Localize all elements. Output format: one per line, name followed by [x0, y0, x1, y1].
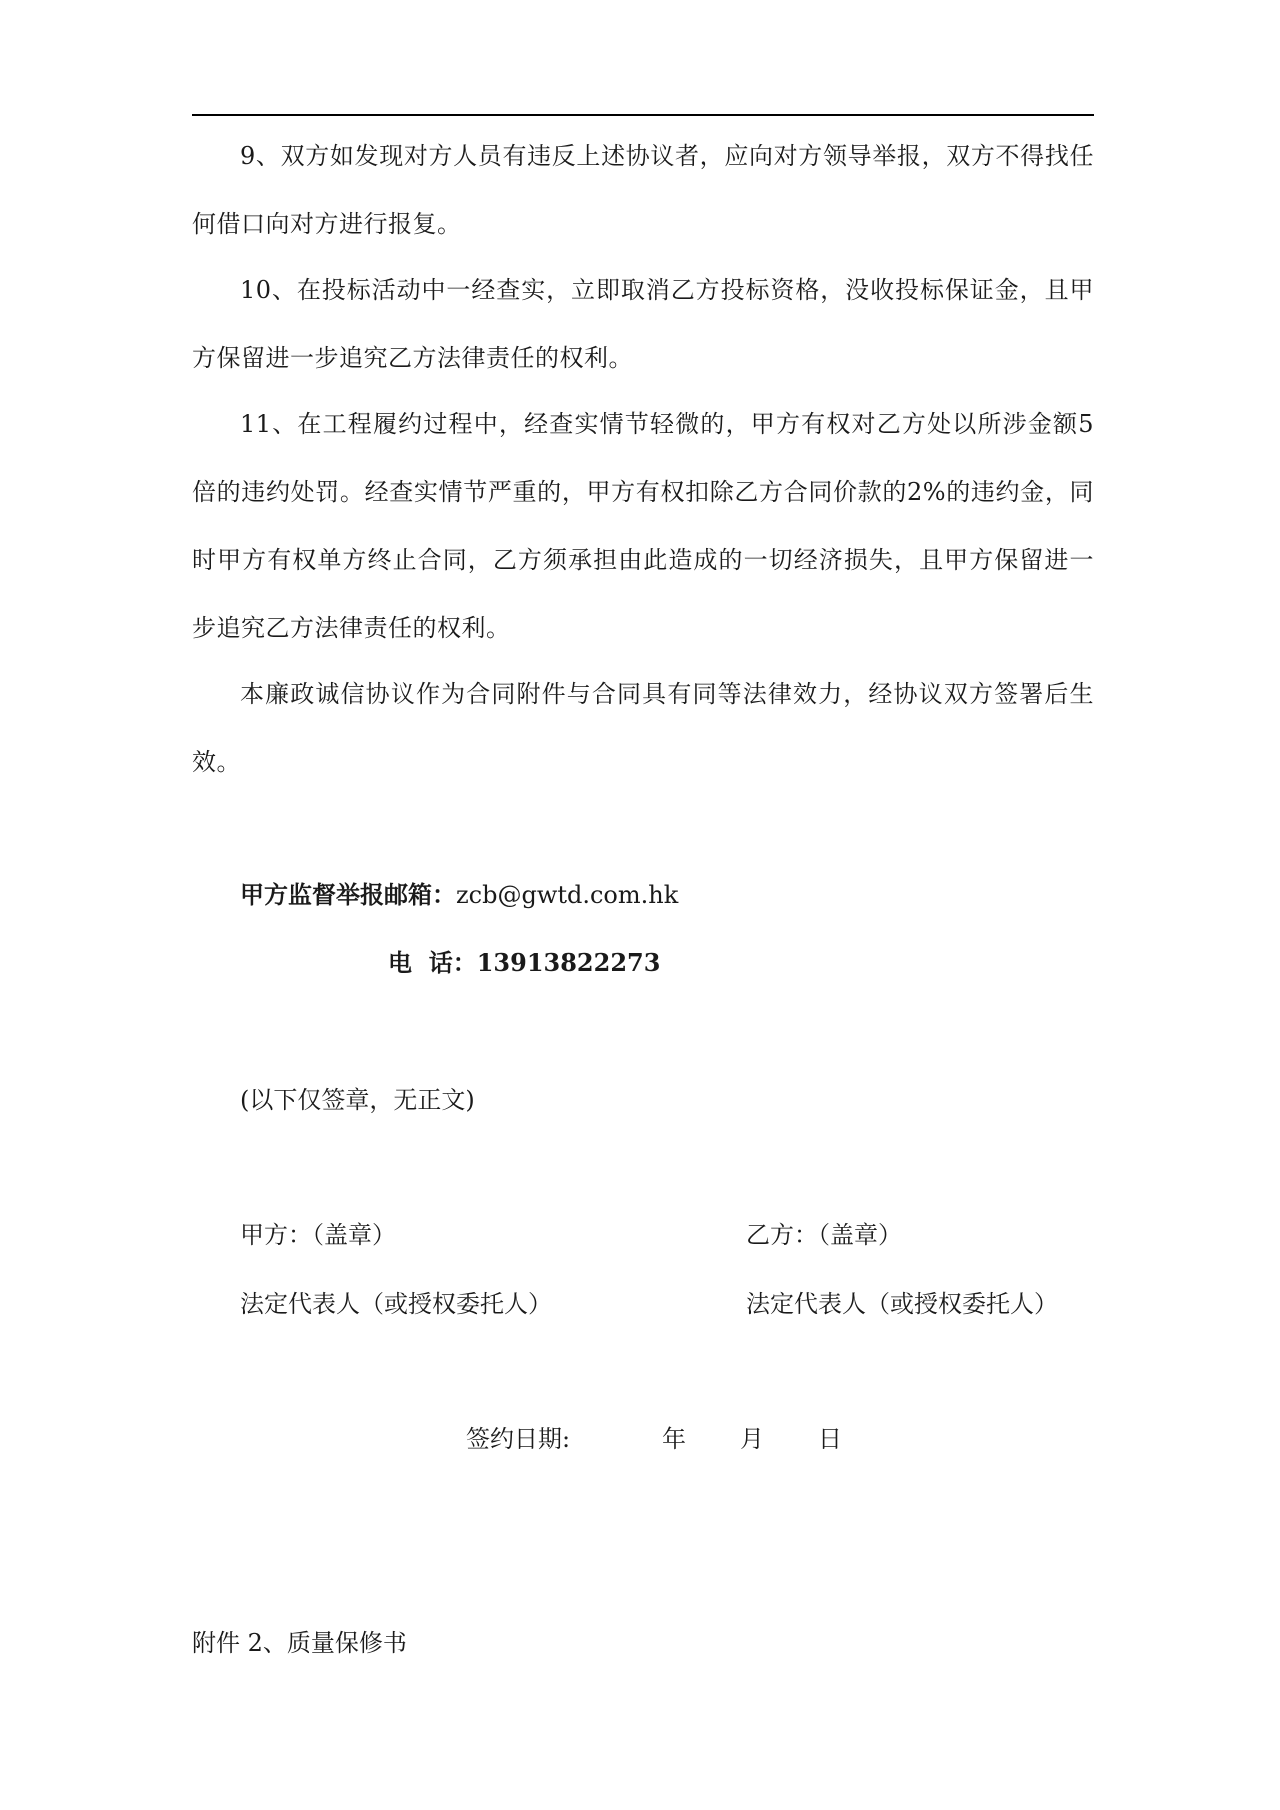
attachment-title: 附件 2、质量保修书 — [192, 1629, 407, 1657]
party-a-representative: 法定代表人（或授权委托人） — [240, 1290, 552, 1318]
party-b-representative: 法定代表人（或授权委托人） — [746, 1290, 1058, 1318]
clause-11: 11、在工程履约过程中，经查实情节轻微的，甲方有权对乙方处以所涉金额5倍的违约处罚。经查实情节严重的，甲方有权扣除乙方合同价款的2%的违约金，同时甲方有权单方终止合同，乙方须承担由此造成的一切经济损失，且甲方保留进一步追究乙方法律责任的权利。 — [192, 410, 1094, 642]
seal-note: (以下仅签章，无正文) — [240, 1086, 475, 1114]
phone-line — [388, 946, 660, 980]
header-rule — [192, 114, 1094, 116]
party-b-seal: 乙方：（盖章） — [746, 1221, 902, 1249]
phone-label: 电 话： — [388, 948, 477, 977]
sign-date-label: 签约日期: — [466, 1425, 571, 1453]
closing-statement: 本廉政诚信协议作为合同附件与合同具有同等法律效力，经协议双方签署后生效。 — [192, 680, 1094, 776]
clause-10: 10、在投标活动中一经查实，立即取消乙方投标资格，没收投标保证金，且甲方保留进一步追究乙方法律责任的权利。 — [192, 276, 1094, 372]
sign-date-month: 月 — [740, 1425, 764, 1453]
report-email[interactable]: zcb@gwtd.com.hk — [456, 881, 679, 909]
clause-9: 9、双方如发现对方人员有违反上述协议者，应向对方领导举报，双方不得找任何借口向对方进行报复。 — [192, 142, 1094, 238]
sign-date-year: 年 — [662, 1425, 686, 1453]
sign-date-day: 日 — [818, 1425, 842, 1453]
phone-number: 13913822273 — [476, 948, 661, 977]
email-label: 甲方监督举报邮箱： — [240, 880, 456, 909]
party-a-seal: 甲方：（盖章） — [240, 1221, 396, 1249]
email-line — [240, 878, 678, 912]
